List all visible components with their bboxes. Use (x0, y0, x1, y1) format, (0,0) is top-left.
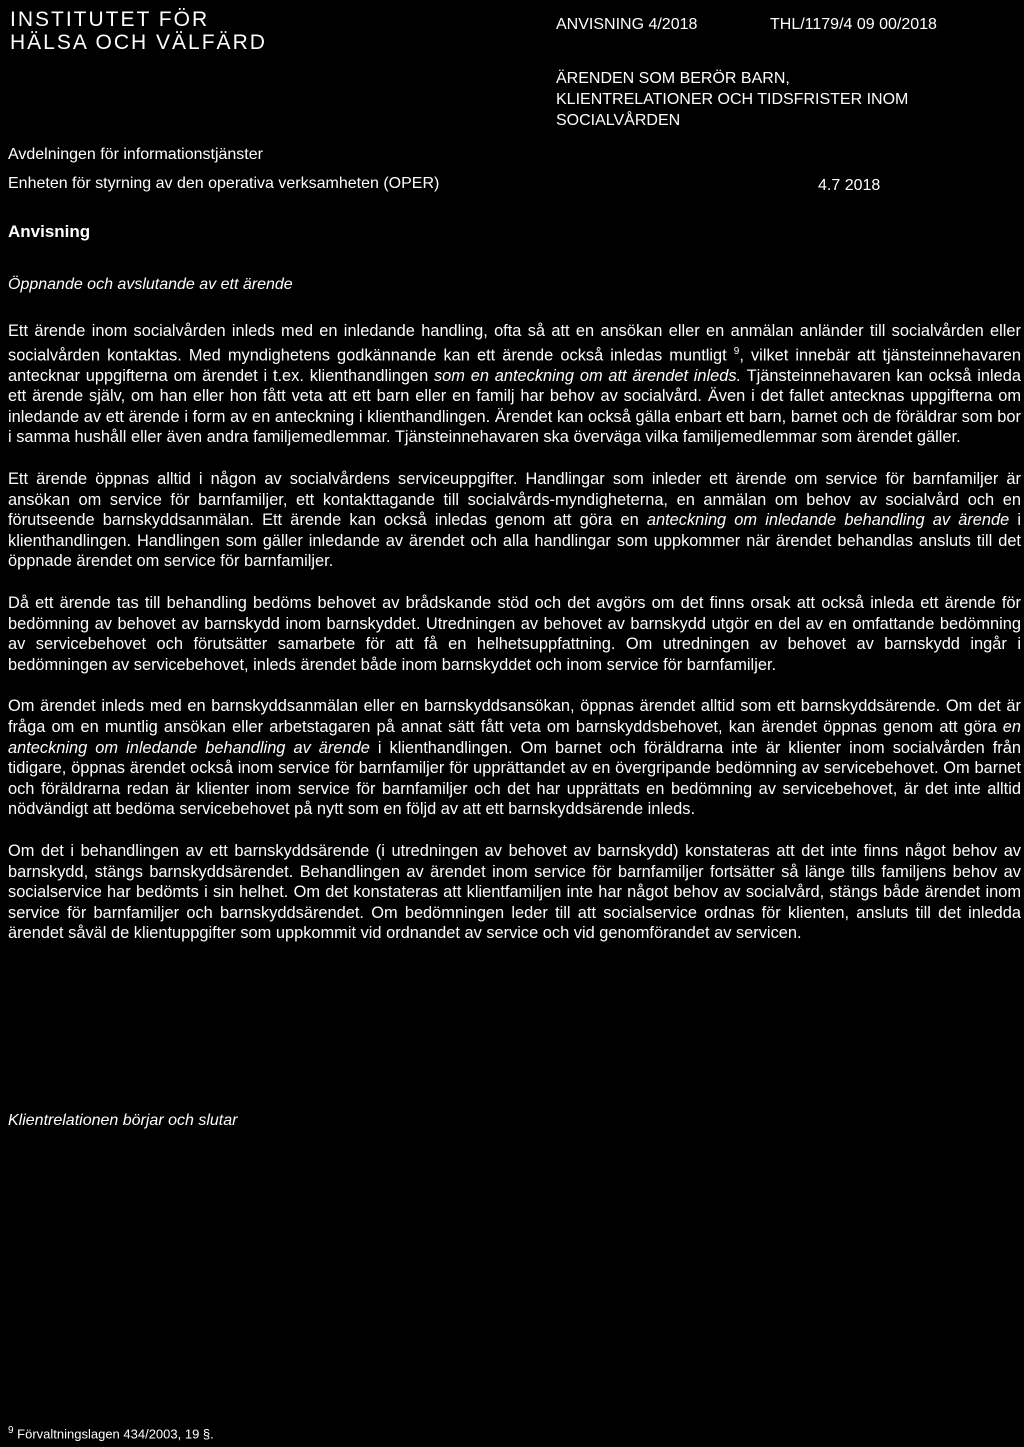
document-heading: Anvisning (8, 222, 91, 241)
paragraph-5: Om det i behandlingen av ett barnskyddsärende (i utredningen av behovet av barnskydd) konstateras att det inte finns något behov av barnskydd, stängs barnskyddsärendet. Behandlingen av ärendet inom service för barnfamiljer fortsätter så länge tills familjens behov av socialservice har bedömts i sin helhet. Om det konstateras att klientfamiljen inte har något behov av socialvård, stängs både ärendet inom service för barnfamiljer och barnskyddsärendet. Om bedömningen leder till att socialservice ordnas för klienten, ansluts till det inledda ärendet såväl de klientuppgifter som uppkommit vid ordnandet av service och vid genomförandet av servicen. (8, 841, 1021, 943)
section-title-opening-closing: Öppnande och avslutande av ett ärende (8, 276, 293, 293)
section-title-client-relation: Klientrelationen börjar och slutar (8, 1112, 238, 1129)
document-subject (556, 68, 908, 131)
footnote-mark: 9 (8, 1425, 14, 1436)
institute-name-line2: HÄLSA OCH VÄLFÄRD (10, 31, 267, 54)
paragraph-3: Då ett ärende tas till behandling bedöms behovet av brådskande stöd och det avgörs om det finns orsak att också inleda ett ärende för bedömning av behovet av barnskydd inom barnskyddet. Utredningen av behovet av barnskydd utgör en del av en omfattande bedömning av servicebehovet och förutsätter samarbete för att få en helhetsuppfattning. Om utredningen av behovet av barnskydd ingår i bedömningen av servicebehovet, inleds ärendet både inom barnskyddet och inom service för barnfamiljer. (8, 594, 1021, 674)
footnote (8, 1425, 214, 1441)
institute-name-line1: INSTITUTET FÖR (10, 8, 210, 31)
paragraph-2: Ett ärende öppnas alltid i någon av socialvårdens serviceuppgifter. Handlingar som inleder ett ärende om service för barnfamiljer är ansökan om service för barnfamiljer, ett kontakttagande till socialvårds-myndigheterna, en anmälan om behov av socialvård och en förutseende barnskyddsanmälan. Ett ärende kan också inledas genom att göra en anteckning om inledande behandling av ärende i klienthandlingen. Handlingen som gäller inledande av ärendet och alla handlingar som uppkommer när ärendet behandlas ansluts till det öppnade ärendet om service för barnfamiljer. (8, 470, 1022, 571)
institute-name (10, 8, 267, 54)
footnote-text: Förvaltningslagen 434/2003, 19 §. (13, 1426, 214, 1442)
footnote-ref: 9 (733, 345, 740, 357)
paragraph-1: Ett ärende inom socialvården inleds med en inledande handling, ofta så att en ansökan eller en anmälan anländer till socialvården eller socialvården kontaktas. Med myndighetens godkännande kan ett ärende också inledas muntligt $^9$, vilket innebär att tjänsteinnehavaren antecknar uppgifterna om ärendet i t.ex. klienthandlingen som en anteckning om att ärendet inleds. Tjänsteinnehavaren kan också inleda ett ärende själv, om han eller hon fått veta att ett barn eller en familj har behov av socialvård. Även i det fallet antecknas uppgifterna om inledande av ett ärende i form av en anteckning i klienthandlingen. Ärendet kan också gälla enbart ett barn, barnet och de föräldrar som bor i samma hushåll eller även andra familjemedlemmar. Tjänsteinnehavaren ska överväga vilka familjemedlemmar som ärendet gäller. (8, 322, 1021, 447)
department-name: Avdelningen för informationstjänster (8, 146, 263, 163)
unit-name: Enheten för styrning av den operativa verksamheten (OPER) (8, 175, 440, 192)
file-reference: THL/1179/4 09 00/2018 (770, 16, 937, 33)
document-reference: ANVISNING 4/2018 (556, 16, 698, 33)
paragraph-4: Om ärendet inleds med en barnskyddsanmälan eller en barnskyddsansökan, öppnas ärendet alltid som ett barnskyddsärende. Om det är fråga om en muntlig ansökan eller arbetstagaren på annat sätt fått veta om barnskyddsbehovet, kan ärendet öppnas genom att göra en anteckning om inledande behandling av ärende i klienthandlingen. Om barnet och föräldrarna inte är klienter inom socialvården från tidigare, öppnas ärendet också inom service för barnfamiljer för upprättandet av en övergripande bedömning av servicebehovet. Om barnet och föräldrarna redan är klienter inom service för barnfamiljer och det har upprättats en bedömning av servicebehovet, är det inte alltid nödvändigt att bedöma servicebehovet på nytt som en följd av att ett barnskyddsärende inleds. (8, 697, 1021, 819)
subject-line1: ÄRENDEN SOM BERÖR BARN, (556, 70, 790, 87)
subject-line2: KLIENTRELATIONER OCH TIDSFRISTER INOM (556, 91, 909, 108)
body-text (8, 321, 1021, 944)
document-date: 4.7 2018 (818, 177, 881, 194)
subject-line3: SOCIALVÅRDEN (556, 112, 681, 129)
